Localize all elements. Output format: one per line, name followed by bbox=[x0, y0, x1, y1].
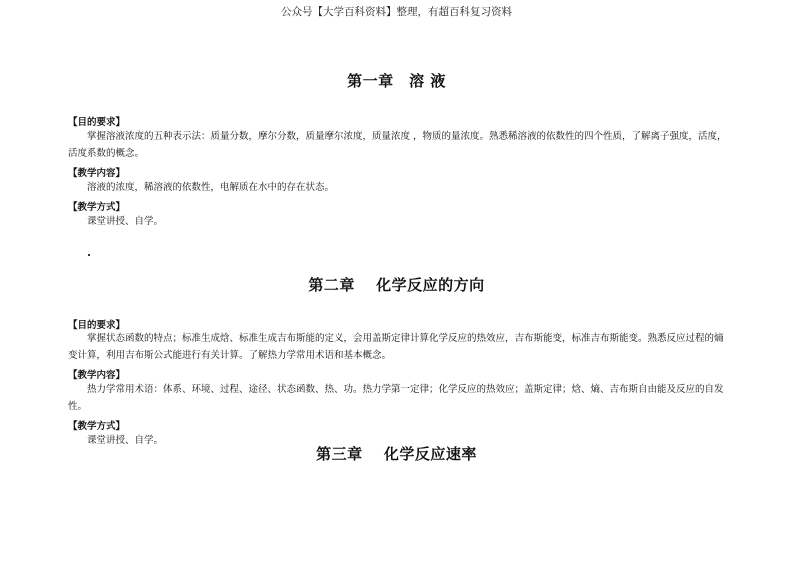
ch1-content-heading: 【教学内容】 bbox=[68, 168, 126, 179]
ch2-content-text: 热力学常用术语：体系、环境、过程、途径、状态函数、热、功。热力学第一定律；化学反应的热效应；盖斯定律；焓、熵、吉布斯自由能及反应的自发性。 bbox=[68, 384, 724, 412]
ch2-objectives-heading: 【目的要求】 bbox=[68, 320, 126, 331]
ch1-method-heading: 【教学方式】 bbox=[68, 202, 126, 213]
ch2-content-heading: 【教学内容】 bbox=[68, 370, 126, 381]
ch1-content-text: 溶液的浓度，稀溶液的依数性，电解质在水中的存在状态。 bbox=[87, 182, 335, 193]
ch1-objectives-text: 掌握溶液浓度的五种表示法：质量分数，摩尔分数，质量摩尔浓度，质量浓度 ，物质的量浓度。熟悉稀溶液的依数性的四个性质，了解离子强度，活度，活度系数的概念。 bbox=[68, 131, 727, 159]
page-header-note: 公众号【大学百科资料】整理，有超百科复习资料 bbox=[281, 6, 512, 18]
ch1-method-text: 课堂讲授、自学。 bbox=[87, 216, 164, 227]
chapter-1-title: 第一章 溶 液 bbox=[347, 72, 446, 90]
chapter-3-title: 第三章 化学反应速率 bbox=[316, 445, 477, 463]
ch1-objectives-heading: 【目的要求】 bbox=[68, 117, 126, 128]
ch2-method-heading: 【教学方式】 bbox=[68, 421, 126, 432]
ch2-objectives-text: 掌握状态函数的特点；标准生成焓、标准生成吉布斯能的定义，会用盖斯定律计算化学反应的热效应，吉布斯能变，标准吉布斯能变。熟悉反应过程的熵变计算，利用吉布斯公式能进行有关计算。了解热力学常用术语和基本概念。 bbox=[68, 333, 724, 361]
stray-dot bbox=[88, 254, 90, 256]
ch2-method-text: 课堂讲授、自学。 bbox=[87, 435, 164, 446]
chapter-2-title: 第二章 化学反应的方向 bbox=[308, 276, 485, 294]
